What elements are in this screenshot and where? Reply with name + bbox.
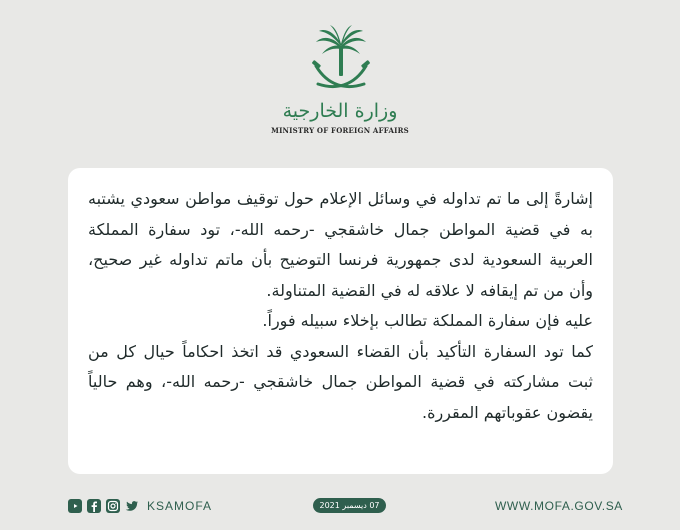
saudi-emblem-icon bbox=[310, 24, 372, 96]
twitter-icon[interactable] bbox=[125, 499, 139, 513]
social-handle[interactable]: KSAMOFA bbox=[147, 499, 213, 513]
statement-paragraph-2: عليه فإن سفارة المملكة تطالب بإخلاء سبيله فوراً. bbox=[262, 311, 593, 330]
ministry-name-arabic: وزارة الخارجية bbox=[282, 100, 398, 122]
statement-card bbox=[68, 168, 613, 474]
statement-paragraph-1: إشارةً إلى ما تم تداوله في وسائل الإعلام حول توقيف مواطن سعودي يشتبه به في قضية المواطن جمال خاشقجي -رحمه الله-، تود سفارة المملكة العربية السعودية لدى جمهورية فرنسا التوضيح بأن ماتم تداوله غير صحيح، وأن من تم إيقافه لا علاقه له في القضية المتناولة. bbox=[88, 189, 593, 300]
statement-paragraph-3: كما تود السفارة التأكيد بأن القضاء السعودي قد اتخذ احكاماً حيال كل من ثبت مشاركته في قضية المواطن جمال خاشقجي -رحمه الله-، وهم حالياً يقضون عقوباتهم المقررة. bbox=[88, 341, 593, 422]
website-link[interactable]: WWW.MOFA.GOV.SA bbox=[495, 499, 623, 513]
date-badge: 07 ديسمبر 2021 bbox=[313, 498, 386, 513]
facebook-icon[interactable] bbox=[87, 499, 101, 513]
statement-text bbox=[88, 184, 593, 428]
instagram-icon[interactable] bbox=[106, 499, 120, 513]
youtube-icon[interactable] bbox=[68, 499, 82, 513]
social-links bbox=[68, 497, 212, 515]
ministry-name-english: MINISTRY OF FOREIGN AFFAIRS bbox=[271, 126, 409, 135]
